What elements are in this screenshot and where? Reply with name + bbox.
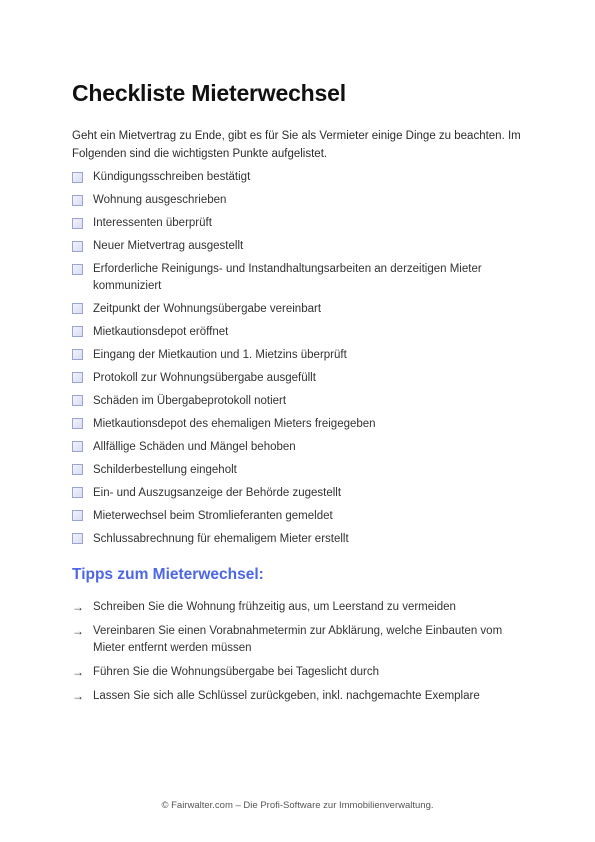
checkbox[interactable] — [72, 195, 83, 206]
checkbox[interactable] — [72, 264, 83, 275]
checklist — [72, 169, 527, 547]
checklist-item-label: Mietkautionsdepot eröffnet — [93, 325, 229, 338]
tip-item — [72, 664, 527, 681]
checklist-item[interactable] — [72, 439, 527, 456]
checklist-item-label: Mieterwechsel beim Stromlieferanten gemeldet — [93, 509, 333, 522]
checklist-item[interactable] — [72, 416, 527, 433]
checklist-item[interactable] — [72, 238, 527, 255]
checkbox[interactable] — [72, 372, 83, 383]
checklist-item-label: Schlussabrechnung für ehemaligem Mieter erstellt — [93, 532, 349, 545]
checklist-item-label: Schäden im Übergabeprotokoll notiert — [93, 394, 287, 407]
checkbox[interactable] — [72, 172, 83, 183]
checklist-item-label: Neuer Mietvertrag ausgestellt — [93, 240, 244, 252]
checklist-item-label: Interessenten überprüft — [93, 217, 212, 229]
checklist-item-label: Erforderliche Reinigungs- und Instandhaltungsarbeiten an derzeitigen Mieter kommuniziert — [93, 263, 482, 292]
tip-item — [72, 599, 527, 616]
checklist-item-label: Ein- und Auszugsanzeige der Behörde zugestellt — [93, 486, 342, 499]
tip-item — [72, 688, 527, 705]
checkbox[interactable] — [72, 395, 83, 406]
document-page — [72, 78, 527, 712]
checklist-item[interactable] — [72, 215, 527, 232]
tips-list — [72, 599, 527, 704]
checklist-item[interactable] — [72, 370, 527, 387]
checkbox[interactable] — [72, 464, 83, 475]
tip-text: Vereinbaren Sie einen Vorabnahmetermin zur Abklärung, welche Einbauten vom Mieter entfernt werden müssen — [93, 625, 503, 654]
right-arrow-icon: → — [72, 600, 84, 614]
checklist-item[interactable] — [72, 324, 527, 341]
checklist-item[interactable] — [72, 462, 527, 479]
checklist-item[interactable] — [72, 301, 527, 318]
checkbox[interactable] — [72, 510, 83, 521]
checkbox[interactable] — [72, 241, 83, 252]
checklist-item-label: Allfällige Schäden und Mängel behoben — [93, 440, 296, 453]
tip-text: Führen Sie die Wohnungsübergabe bei Tageslicht durch — [93, 665, 379, 678]
checklist-item-label: Kündigungsschreiben bestätigt — [93, 171, 251, 183]
footer-copyright: © Fairwalter.com – Die Profi-Software zur Immobilienverwaltung. — [161, 800, 434, 811]
checklist-item[interactable] — [72, 393, 527, 410]
checklist-item[interactable] — [72, 192, 527, 209]
checkbox[interactable] — [72, 418, 83, 429]
checklist-item-label: Mietkautionsdepot des ehemaligen Mieters freigegeben — [93, 417, 376, 430]
checkbox[interactable] — [72, 349, 83, 360]
checkbox[interactable] — [72, 533, 83, 544]
checklist-item[interactable] — [72, 261, 527, 294]
checklist-item[interactable] — [72, 347, 527, 364]
tip-item — [72, 623, 527, 656]
right-arrow-icon: → — [72, 624, 84, 638]
checklist-item-label: Eingang der Mietkaution und 1. Mietzins überprüft — [93, 348, 347, 361]
tip-text: Schreiben Sie die Wohnung frühzeitig aus, um Leerstand zu vermeiden — [93, 601, 456, 613]
checklist-item[interactable] — [72, 531, 527, 548]
checklist-item-label: Wohnung ausgeschrieben — [93, 194, 227, 206]
checklist-item[interactable] — [72, 169, 527, 186]
right-arrow-icon: → — [72, 664, 84, 679]
checkbox[interactable] — [72, 303, 83, 314]
tips-title: Tipps zum Mieterwechsel: — [72, 566, 264, 583]
checkbox[interactable] — [72, 326, 83, 337]
tip-text: Lassen Sie sich alle Schlüssel zurückgeben, inkl. nachgemachte Exemplare — [93, 689, 480, 702]
checklist-item[interactable] — [72, 485, 527, 502]
checklist-item-label: Protokoll zur Wohnungsübergabe ausgefüllt — [93, 371, 316, 384]
right-arrow-icon: → — [72, 688, 84, 703]
checklist-item-label: Zeitpunkt der Wohnungsübergabe vereinbart — [93, 302, 322, 315]
page-title: Checkliste Mieterwechsel — [72, 80, 346, 106]
checklist-item[interactable] — [72, 508, 527, 525]
checkbox[interactable] — [72, 487, 83, 498]
checklist-item-label: Schilderbestellung eingeholt — [93, 463, 237, 476]
intro-paragraph: Geht ein Mietvertrag zu Ende, gibt es für Sie als Vermieter einige Dinge zu beachten. Im Folgenden sind die wichtigsten Punkte aufgelistet. — [72, 130, 521, 160]
checkbox[interactable] — [72, 218, 83, 229]
checkbox[interactable] — [72, 441, 83, 452]
